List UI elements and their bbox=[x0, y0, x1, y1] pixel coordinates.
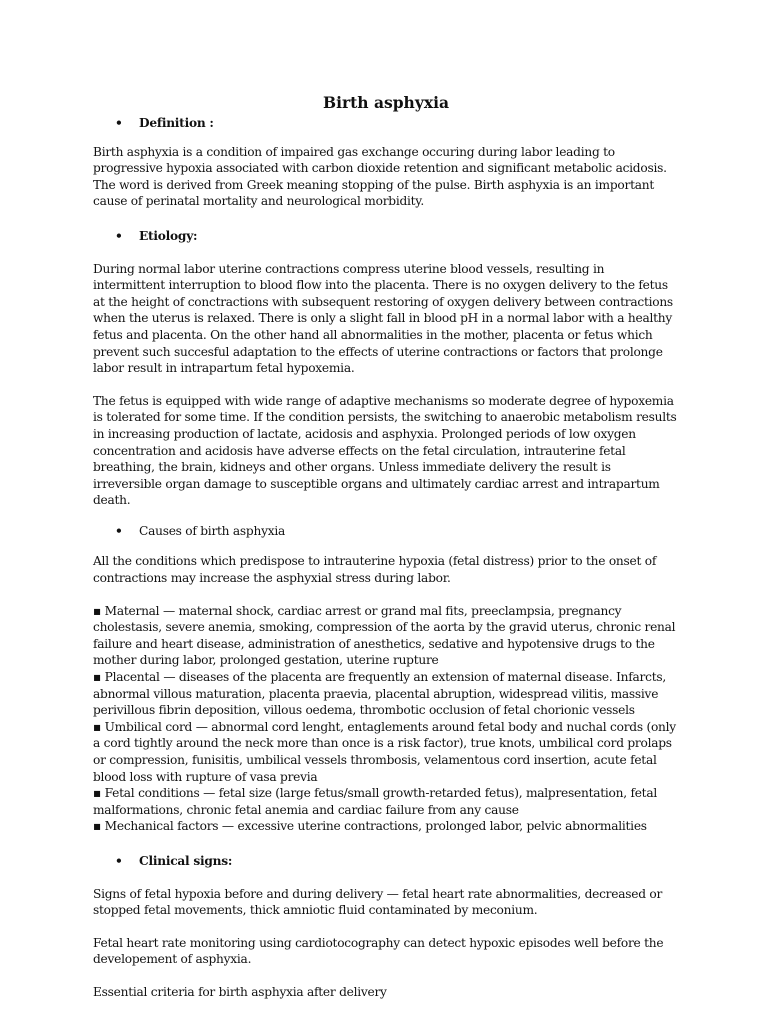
etiology-paragraph-1: During normal labor uterine contractions compress uterine blood vessels, resulting in intermittent interruption to blood flow into the placenta. There is no oxygen delivery to the fetus at the height of conctractions with subsequent restoring of oxygen delivery between contractions when the uterus is relaxed. There is only a slight fall in blood pH in a normal labor with a healthy fetus and placenta. On the other hand all abnormalities in the mother, placenta or fetus which prevent such succesful adaptation to the effects of uterine contractions or factors that prolonge labor result in intrapartum fetal hypoxemia. bbox=[93, 261, 673, 376]
clinical-signs-paragraph-1: Signs of fetal hypoxia before and during delivery — fetal heart rate abnormalities, decreased or stopped fetal movements, thick amniotic fluid contaminated by meconium. bbox=[93, 886, 663, 918]
document-page bbox=[93, 93, 679, 1001]
bullet-icon: • bbox=[115, 853, 123, 868]
heading-causes-label: Causes of birth asphyxia bbox=[139, 523, 285, 538]
clinical-signs-paragraph-3: Essential criteria for birth asphyxia after delivery bbox=[93, 984, 387, 999]
definition-paragraph: Birth asphyxia is a condition of impaired gas exchange occuring during labor leading to progressive hypoxia associated with carbon dioxide retention and significant metabolic acidosis. The word is derived from Greek meaning stopping of the pulse. Birth asphyxia is an important cause of perinatal mortality and neurological morbidity. bbox=[93, 144, 667, 209]
heading-etiology bbox=[93, 228, 679, 245]
etiology-paragraph-2: The fetus is equipped with wide range of adaptive mechanisms so moderate degree of hypoxemia is tolerated for some time. If the condition persists, the switching to anaerobic metabolism results in increasing production of lactate, acidosis and asphyxia. Prolonged periods of low oxygen concentration and acidosis have adverse effects on the fetal circulation, intrauterine fetal breathing, the brain, kidneys and other organs. Unless immediate delivery the result is irreversible organ damage to susceptible organs and ultimately cardiac arrest and intrapartum death. bbox=[93, 393, 677, 508]
list-item: ▪ Mechanical factors — excessive uterine contractions, prolonged labor, pelvic abnormalities bbox=[93, 819, 647, 834]
bullet-icon: • bbox=[115, 116, 123, 130]
heading-clinical-signs-label: Clinical signs: bbox=[139, 853, 233, 868]
causes-intro: All the conditions which predispose to intrauterine hypoxia (fetal distress) prior to the onset of contractions may increase the asphyxial stress during labor. bbox=[93, 554, 657, 586]
document-title: Birth asphyxia bbox=[322, 93, 450, 112]
list-item: ▪ Placental — diseases of the placenta are frequently an extension of maternal disease. Infarcts, abnormal villous maturation, placenta praevia, placental abruption, widespread vilitis, massive perivillous fibrin deposition, villous oedema, thrombotic occlusion of fetal chorionic vessels bbox=[93, 670, 666, 718]
clinical-signs-paragraph-2: Fetal heart rate monitoring using cardiotocography can detect hypoxic episodes well before the developement of asphyxia. bbox=[93, 935, 664, 967]
list-item: ▪ Maternal — maternal shock, cardiac arrest or grand mal fits, preeclampsia, pregnancy cholestasis, severe anemia, smoking, compression of the aorta by the gravid uterus, chronic renal failure and heart disease, administration of anesthetics, sedative and hypotensive drugs to the mother during labor, prolonged gestation, uterine rupture bbox=[93, 603, 676, 668]
heading-definition-label: Definition : bbox=[139, 116, 214, 130]
causes-list bbox=[93, 603, 679, 835]
list-item: ▪ Umbilical cord — abnormal cord lenght, entaglements around fetal body and nuchal cords (only a cord tightly around the neck more than once is a risk factor), true knots, umbilical cord prolaps or compression, funisitis, umbilical vessels thrombosis, velamentous cord insertion, acute fetal blood loss with rupture of vasa previa bbox=[93, 719, 676, 784]
bullet-icon: • bbox=[115, 523, 123, 538]
heading-causes bbox=[93, 523, 679, 540]
heading-clinical-signs bbox=[93, 853, 679, 870]
heading-etiology-label: Etiology: bbox=[139, 228, 198, 243]
bullet-icon: • bbox=[115, 228, 123, 243]
heading-definition bbox=[93, 115, 679, 132]
list-item: ▪ Fetal conditions — fetal size (large fetus/small growth-retarded fetus), malpresentation, fetal malformations, chronic fetal anemia and cardiac failure from any cause bbox=[93, 786, 657, 817]
